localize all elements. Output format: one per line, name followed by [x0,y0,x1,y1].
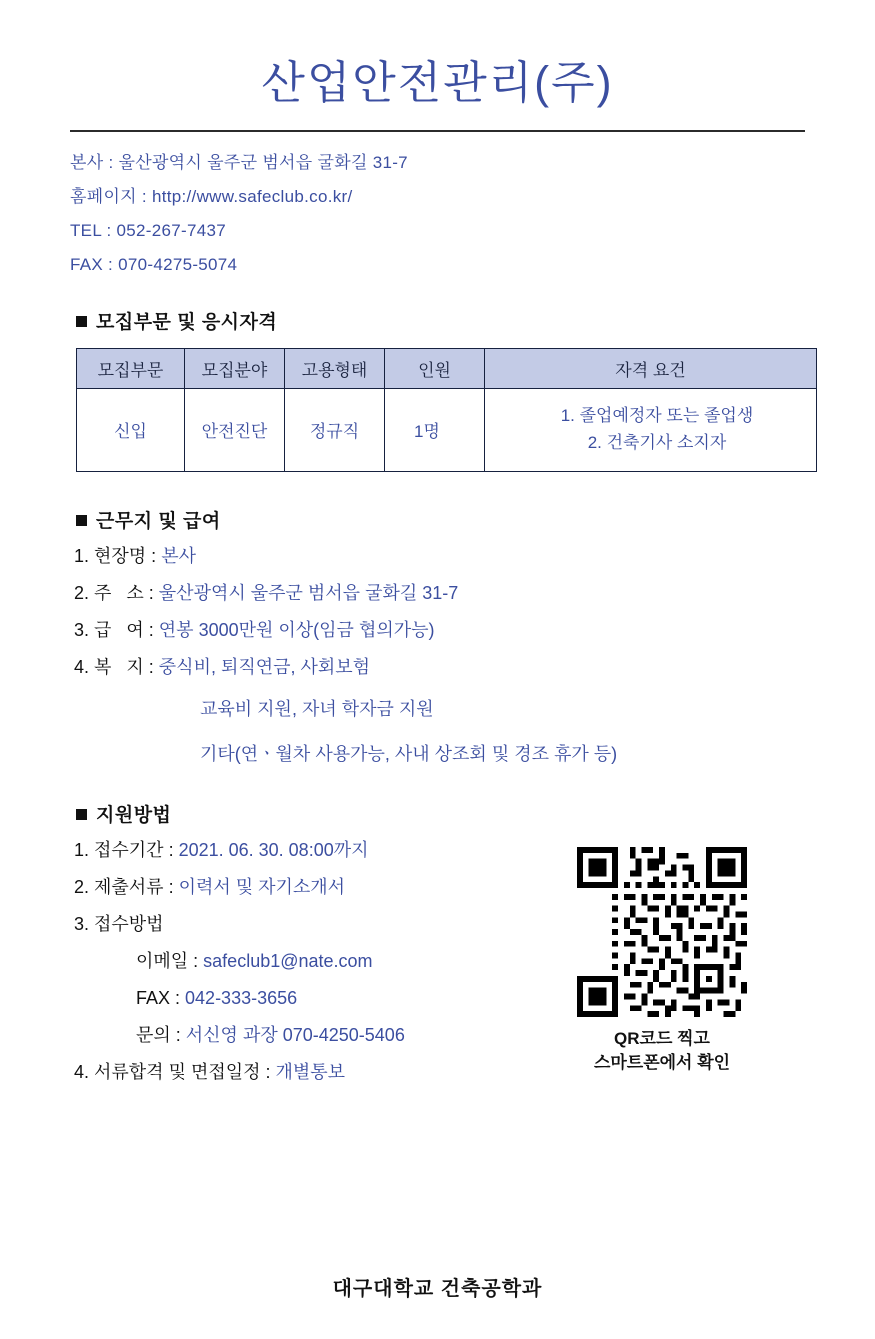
apply-item-method [74,915,594,933]
contact-homepage: 홈페이지 : http://www.safeclub.co.kr/ [70,186,353,206]
work-item-benefits [74,658,805,676]
work-benefits-sub-1: 교육비 지원, 자녀 학자금 지원 [200,698,434,719]
section-heading-recruit [76,307,805,334]
column-header-qualifications: 자격 요건 [485,348,817,388]
table-header-row [77,348,817,388]
apply-item-method-label: 3. 접수방법 [74,913,164,934]
apply-contact-fax [74,989,594,1007]
recruit-table [76,348,817,472]
apply-contact-email-value: safeclub1@nate.com [203,950,373,971]
section-heading-work-label: 근무지 및 급여 [96,510,221,532]
square-bullet-icon [76,809,87,820]
company-title: 산업안전관리(주) [261,57,614,108]
work-item-address-value: 울산광역시 울주군 범서읍 굴화길 31-7 [158,582,459,603]
apply-contact-fax-value: 042-333-3656 [185,987,298,1008]
qr-caption-line-2: 스마트폰에서 확인 [593,1053,731,1073]
apply-item-result-value: 개별통보 [275,1061,346,1082]
contact-tel: TEL : 052-267-7437 [70,220,226,240]
apply-item-period [74,841,594,859]
apply-item-period-label: 1. 접수기간 : [74,839,179,860]
qualification-line-2: 2. 건축기사 소지자 [587,432,727,452]
work-item-address [74,584,805,602]
apply-item-period-value: 2021. 06. 30. 08:00까지 [178,839,369,860]
work-item-salary-label: 3. 급 여 : [74,619,159,640]
column-header-count: 인원 [385,348,485,388]
qr-block [567,847,757,1076]
work-item-site [74,547,805,565]
footer-text: 대구대학교 건축공학과 [332,1278,543,1300]
work-item-salary-value: 연봉 3000만원 이상(임금 협의가능) [158,619,435,640]
apply-item-documents-label: 2. 제출서류 : [74,876,179,897]
apply-contact-email [74,952,594,970]
table-row [77,388,817,471]
square-bullet-icon [76,515,87,526]
cell-qualifications [485,388,817,471]
work-item-address-label: 2. 주 소 : [74,582,159,603]
qr-code-icon [577,847,747,1017]
column-header-field: 모집분야 [185,348,285,388]
cell-count: 1명 [385,388,485,471]
qr-caption-line-1: QR코드 찍고 [614,1028,710,1048]
apply-info-list [74,841,594,1081]
apply-contact-email-label: 이메일 : [136,950,204,971]
cell-employment-type: 정규직 [285,388,385,471]
apply-item-result [74,1063,594,1081]
section-heading-apply [76,800,805,827]
apply-item-documents-value: 이력서 및 자기소개서 [178,876,346,897]
work-item-site-value: 본사 [161,545,196,566]
apply-contact-fax-label: FAX : [136,987,186,1008]
work-benefits-sub-2: 기타(연ㆍ월차 사용가능, 사내 상조회 및 경조 휴가 등) [200,743,618,764]
contact-fax: FAX : 070-4275-5074 [70,254,238,274]
qr-caption [567,1027,757,1076]
section-heading-work [76,506,805,533]
cell-field: 안전진단 [185,388,285,471]
contact-block [70,154,805,273]
column-header-part: 모집부문 [77,348,185,388]
column-header-employment-type: 고용형태 [285,348,385,388]
apply-contact-inquiry-label: 문의 : [136,1024,186,1045]
apply-contact-inquiry [74,1026,594,1044]
apply-section [70,841,805,1081]
section-heading-recruit-label: 모집부문 및 응시자격 [96,311,278,333]
apply-item-documents [74,878,594,896]
square-bullet-icon [76,316,87,327]
qualification-line-1: 1. 졸업예정자 또는 졸업생 [560,406,754,426]
contact-head-office: 본사 : 울산광역시 울주군 범서읍 굴화길 31-7 [70,152,408,172]
work-item-site-label: 1. 현장명 : [74,545,162,566]
work-item-benefits-value: 중식비, 퇴직연금, 사회보험 [158,656,371,677]
title-divider [70,130,805,132]
work-item-salary [74,621,805,639]
work-info-list [74,547,805,766]
apply-contact-inquiry-value: 서신영 과장 070-4250-5406 [185,1024,405,1045]
work-item-benefits-label: 4. 복 지 : [74,656,159,677]
cell-part: 신입 [77,388,185,471]
apply-item-result-label: 4. 서류합격 및 면접일정 : [74,1061,276,1082]
section-heading-apply-label: 지원방법 [96,804,172,826]
